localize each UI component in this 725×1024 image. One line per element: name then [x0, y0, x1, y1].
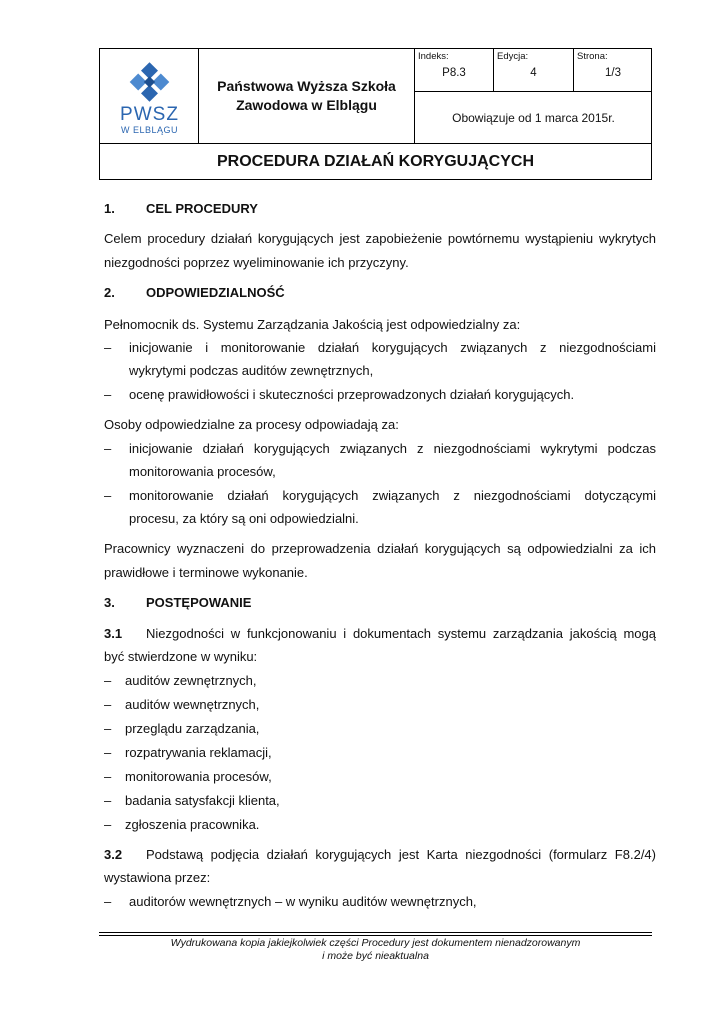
paragraph-line: niezgodności poprzez wyeliminowanie ich przyczyny. [104, 255, 409, 270]
footer-note [99, 937, 652, 963]
list-dash: – [104, 894, 112, 909]
footer-line-2: i może być nieaktualna [322, 950, 429, 962]
list-item: zgłoszenia pracownika. [125, 817, 260, 832]
list-item: przeglądu zarządzania, [125, 721, 260, 736]
list-item: auditów zewnętrznych, [125, 673, 257, 688]
section-number: 2. [104, 285, 115, 300]
list-dash: – [104, 340, 112, 355]
paragraph-line: Niezgodności w funkcjonowaniu i dokumentach systemu zarządzania jakością mogą [146, 626, 656, 641]
subsection-number-3-1: 3.1 [104, 626, 123, 641]
paragraph-line: wystawiona przez: [104, 870, 211, 885]
footer-rule [99, 932, 652, 933]
paragraph-line: Osoby odpowiedzialne za procesy odpowiadają za: [104, 417, 399, 432]
institution-line-1: Państwowa Wyższa Szkoła [217, 78, 396, 94]
list-dash: – [104, 697, 112, 712]
footer-line-1: Wydrukowana kopia jakiejkolwiek części Procedury jest dokumentem nienadzorowanym [170, 937, 581, 949]
list-item-cont: wykrytymi podczas auditów zewnętrznych, [129, 363, 374, 378]
edition-value: 4 [530, 67, 537, 79]
paragraph-line: być stwierdzone w wyniku: [104, 649, 258, 664]
logo-text-pwsz: PWSZ [120, 104, 179, 125]
section-title: POSTĘPOWANIE [146, 595, 252, 610]
list-item: auditorów wewnętrznych – w wyniku auditów wewnętrznych, [129, 894, 477, 909]
list-item: ocenę prawidłowości i skuteczności przeprowadzonych działań korygujących. [129, 387, 575, 402]
list-item-cont: monitorowania procesów, [129, 464, 276, 479]
header-table [99, 48, 652, 180]
institution-line-2: Zawodowa w Elblągu [236, 97, 377, 113]
subsection-number-3-2: 3.2 [104, 847, 123, 862]
list-dash: – [104, 721, 112, 736]
page-value: 1/3 [605, 67, 621, 79]
list-item: auditów wewnętrznych, [125, 697, 260, 712]
institution-name [199, 49, 415, 144]
document-title: PROCEDURA DZIAŁAŃ KORYGUJĄCYCH [216, 152, 535, 170]
list-item: rozpatrywania reklamacji, [125, 745, 272, 760]
section-title: CEL PROCEDURY [146, 201, 258, 216]
footer-rule [99, 935, 652, 936]
logo-cell [100, 49, 199, 144]
edition-label: Edycja: [497, 51, 529, 62]
list-item: inicjowanie działań korygujących związanych z niezgodnościami wykrytymi podczas [129, 441, 656, 456]
effective-date: Obowiązuje od 1 marca 2015r. [415, 92, 652, 144]
logo-text-city: W ELBLĄGU [120, 125, 178, 135]
section-title: ODPOWIEDZIALNOŚĆ [146, 285, 285, 300]
edition-cell [494, 49, 574, 92]
section-heading-1 [104, 201, 258, 216]
index-label: Indeks: [418, 51, 449, 62]
index-cell [415, 49, 494, 92]
paragraph-line: Podstawą podjęcia działań korygujących jest Karta niezgodności (formularz F8.2/4) [146, 847, 656, 862]
section-heading-3 [104, 595, 251, 610]
list-item: monitorowanie działań korygujących związanych z niezgodnościami dotyczącymi [129, 488, 656, 503]
list-item: inicjowanie i monitorowanie działań korygujących związanych z niezgodnościami [129, 340, 656, 355]
section-heading-2 [104, 285, 285, 300]
list-dash: – [104, 441, 112, 456]
list-item: monitorowania procesów, [125, 769, 272, 784]
list-dash: – [104, 793, 112, 808]
list-dash: – [104, 488, 112, 503]
list-dash: – [104, 387, 112, 402]
list-dash: – [104, 745, 112, 760]
index-value: P8.3 [442, 67, 466, 79]
list-dash: – [104, 673, 112, 688]
paragraph-line: Celem procedury działań korygujących jest zapobieżenie powtórnemu wystąpieniu wykrytych [104, 231, 656, 246]
paragraph-line: Pracownicy wyznaczeni do przeprowadzenia działań korygujących są odpowiedzialni za ich [104, 541, 656, 556]
list-dash: – [104, 817, 112, 832]
paragraph-line: prawidłowe i terminowe wykonanie. [104, 565, 308, 580]
page-label: Strona: [577, 51, 608, 62]
paragraph-line: Pełnomocnik ds. Systemu Zarządzania Jakością jest odpowiedzialny za: [104, 317, 521, 332]
list-item-cont: procesu, za który są oni odpowiedzialni. [129, 511, 359, 526]
list-item: badania satysfakcji klienta, [125, 793, 280, 808]
pwsz-logo-icon [113, 61, 186, 105]
page-cell [574, 49, 652, 92]
section-number: 1. [104, 201, 115, 216]
list-dash: – [104, 769, 112, 784]
section-number: 3. [104, 595, 115, 610]
